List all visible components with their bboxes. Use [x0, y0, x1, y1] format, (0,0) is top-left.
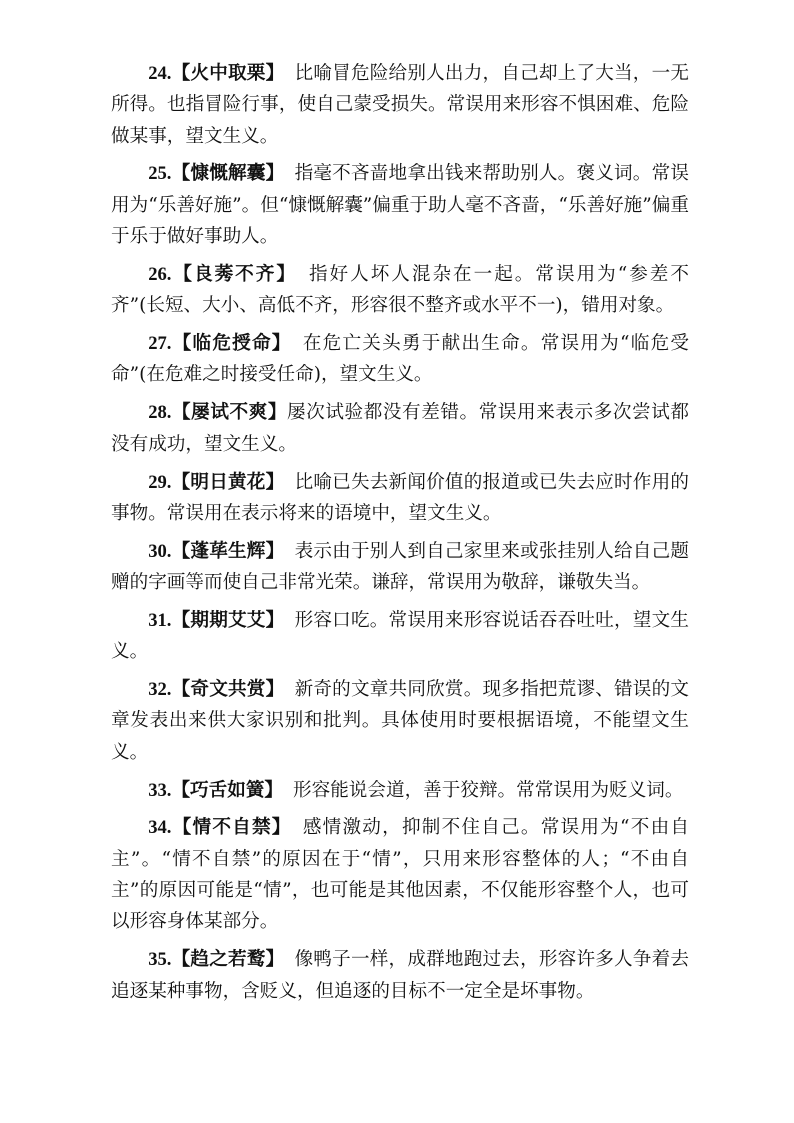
idiom-term: 【蓬荜生辉】: [171, 540, 285, 562]
idiom-term: 【良莠不齐】: [171, 263, 297, 285]
entry-number: 28.: [148, 402, 172, 424]
entry-number: 30.: [148, 540, 172, 562]
idiom-definition: 感情激动，抑制不住自己。常误用为“不由自主”。“情不自禁”的原因在于“情”，只用来形容整体的人；“不由自主”的原因可能是“情”，也可能是其他因素，不仅能形容整个人，也可以形容身体某部分。: [111, 817, 689, 933]
idiom-entry: [111, 812, 689, 937]
idiom-definition: 新奇的文章共同欣赏。现多指把荒谬、错误的文章发表出来供大家识别和批判。具体使用时要根据语境，不能望文生义。: [111, 679, 689, 763]
document-page: [111, 58, 689, 1013]
idiom-entry: [111, 158, 689, 252]
idiom-entry: [111, 397, 689, 460]
entry-number: 31.: [148, 609, 172, 631]
idiom-entry: [111, 328, 689, 391]
idiom-term: 【火中取栗】: [171, 63, 285, 84]
entry-number: 35.: [148, 949, 172, 971]
entry-number: 24.: [148, 63, 172, 84]
idiom-entry: [111, 944, 689, 1007]
idiom-definition: 比喻已失去新闻价值的报道或已失去应时作用的事物。常误用在表示将来的语境中，望文生义。: [111, 471, 689, 524]
idiom-term: 【期期艾艾】: [171, 609, 285, 631]
idiom-entry: [111, 259, 689, 322]
entry-number: 32.: [148, 679, 172, 701]
idiom-term: 【慷慨解囊】: [171, 163, 285, 185]
idiom-term: 【临危授命】: [171, 333, 292, 355]
entry-number: 25.: [148, 163, 172, 185]
idiom-term: 【屡试不爽】: [171, 402, 288, 424]
idiom-definition: 表示由于别人到自己家里来或张挂别人给自己题赠的字画等而使自己非常光荣。谦辞，常误用为敬辞，谦敬失当。: [111, 540, 689, 594]
entry-number: 34.: [148, 817, 172, 839]
idiom-definition: 比喻冒危险给别人出力，自己却上了大当，一无所得。也指冒险行事，使自己蒙受损失。常误用来形容不惧困难、危险做某事，望文生义。: [111, 63, 689, 147]
idiom-definition: 形容能说会道，善于狡辩。常常误用为贬义词。: [293, 779, 684, 801]
idiom-entry: [111, 58, 689, 152]
entry-number: 27.: [148, 333, 172, 355]
idiom-definition: 像鸭子一样，成群地跑过去，形容许多人争着去追逐某种事物，含贬义，但追逐的目标不一定全是坏事物。: [111, 949, 689, 1002]
entry-number: 33.: [148, 779, 172, 801]
idiom-definition: 形容口吃。常误用来形容说话吞吞吐吐，望文生义。: [111, 609, 689, 663]
idiom-entry: [111, 467, 689, 530]
entry-number: 29.: [148, 471, 172, 493]
idiom-definition: 指好人坏人混杂在一起。常误用为“参差不齐”(长短、大小、高低不齐，形容很不整齐或水平不一)，错用对象。: [111, 263, 689, 317]
idiom-entry: [111, 775, 689, 806]
idiom-entry: [111, 536, 689, 599]
idiom-entry: [111, 605, 689, 668]
idiom-term: 【情不自禁】: [171, 817, 292, 839]
idiom-entry: [111, 674, 689, 768]
idiom-term: 【奇文共赏】: [171, 679, 285, 701]
idiom-term: 【趋之若鹜】: [171, 949, 285, 971]
idiom-definition: 屡次试验都没有差错。常误用来表示多次尝试都没有成功，望文生义。: [111, 402, 689, 455]
entry-number: 26.: [148, 263, 172, 285]
idiom-definition: 在危亡关头勇于献出生命。常误用为“临危受命”(在危难之时接受任命)，望文生义。: [111, 333, 689, 386]
idiom-term: 【明日黄花】: [171, 471, 285, 493]
idiom-definition: 指毫不吝啬地拿出钱来帮助别人。褒义词。常误用为“乐善好施”。但“慷慨解囊”偏重于助人毫不吝啬，“乐善好施”偏重于乐于做好事助人。: [111, 163, 689, 248]
idiom-term: 【巧舌如簧】: [171, 779, 284, 801]
